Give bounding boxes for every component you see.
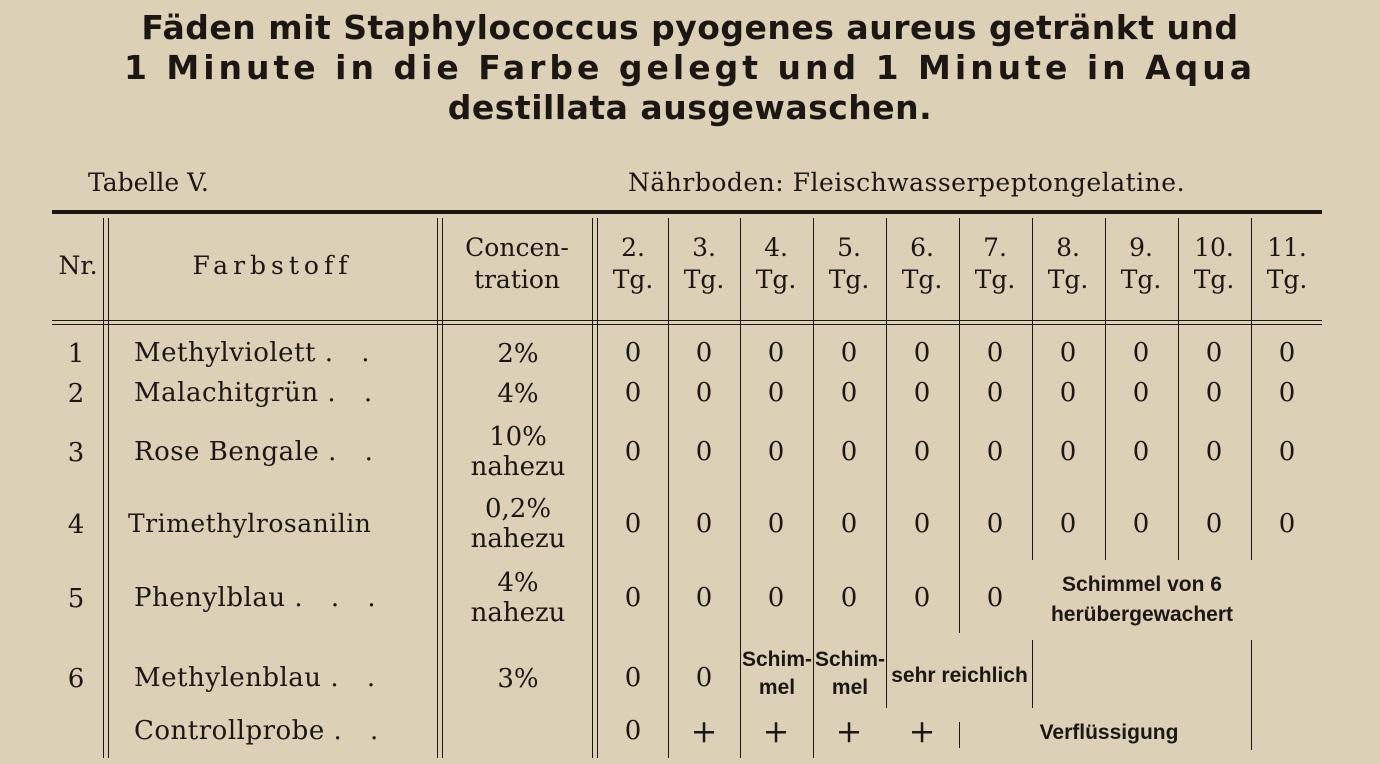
document-title <box>0 8 1380 128</box>
header-day-11: 11. Tg. <box>1266 233 1308 294</box>
row-value: 0 <box>1059 509 1077 539</box>
row-value: 0 <box>986 583 1004 613</box>
table-top-rule <box>52 210 1322 214</box>
row-value: 0 <box>913 583 931 613</box>
row-nr: 3 <box>67 438 85 468</box>
row-dye: Phenylblau . . . <box>134 583 386 613</box>
header-day-3: 3. Tg. <box>683 233 725 294</box>
header-dye: Farbstoff <box>192 251 353 280</box>
row-dye: Trimethylrosanilin <box>128 509 372 538</box>
header-day-4: 4. Tg. <box>755 233 797 294</box>
row-concentration: 4% nahezu <box>470 568 566 628</box>
row-value: 0 <box>1278 378 1296 408</box>
row-value: 0 <box>695 437 713 467</box>
row-dye: Methylenblau . . <box>134 663 386 693</box>
note-schimmel-4: Schim- mel <box>741 648 812 699</box>
title-line-2: 1 Minute in die Farbe gelegt und 1 Minute in Aqua <box>123 48 1257 87</box>
row-value: 0 <box>624 378 642 408</box>
row-value: 0 <box>767 378 785 408</box>
header-concentration: Concen- tration <box>465 233 569 294</box>
note-sehr-reichlich: sehr reichlich <box>891 664 1028 687</box>
row-value: 0 <box>1278 437 1296 467</box>
row-concentration: 4% <box>497 379 539 409</box>
row-value: 0 <box>624 338 642 368</box>
header-rule-2 <box>52 324 1322 325</box>
row-value: 0 <box>913 509 931 539</box>
row-value: 0 <box>695 509 713 539</box>
row-nr: 6 <box>67 664 85 694</box>
row-value: 0 <box>767 338 785 368</box>
row-concentration: 2% <box>497 339 539 369</box>
row-value: 0 <box>840 437 858 467</box>
row-value: 0 <box>695 378 713 408</box>
row-nr: 2 <box>67 379 85 409</box>
row-value: 0 <box>986 378 1004 408</box>
row-value: 0 <box>624 716 642 746</box>
row-value: 0 <box>767 509 785 539</box>
table-label: Tabelle V. <box>88 168 209 197</box>
row-dye: Malachitgrün . . <box>134 378 383 408</box>
row-value: 0 <box>1205 437 1223 467</box>
row-nr: 1 <box>67 339 85 369</box>
header-nr: Nr. <box>58 251 98 280</box>
row-dye: Rose Bengale . . <box>134 437 383 467</box>
row-dye: Methylviolett . . <box>134 338 380 368</box>
col-divider <box>1032 640 1033 708</box>
row-value: 0 <box>695 338 713 368</box>
header-day-8: 8. Tg. <box>1047 233 1089 294</box>
header-day-6: 6. Tg. <box>901 233 943 294</box>
row-concentration: 10% nahezu <box>470 422 566 482</box>
row-value: 0 <box>1132 509 1150 539</box>
row-value: 0 <box>986 437 1004 467</box>
header-day-10: 10. Tg. <box>1193 233 1235 294</box>
row-concentration: 0,2% nahezu <box>470 494 566 554</box>
row-value: 0 <box>1205 378 1223 408</box>
row-value: 0 <box>840 338 858 368</box>
row-value: 0 <box>913 378 931 408</box>
row-value: + <box>690 712 718 750</box>
col-divider <box>108 218 109 758</box>
row-value: 0 <box>840 509 858 539</box>
note-schimmel-5: Schim- mel <box>814 648 885 699</box>
row-value: 0 <box>1278 509 1296 539</box>
header-day-9: 9. Tg. <box>1120 233 1162 294</box>
row-value: 0 <box>986 338 1004 368</box>
row-value: 0 <box>767 583 785 613</box>
title-line-1: Fäden mit Staphylococcus pyogenes aureus getränkt und <box>141 8 1239 47</box>
row-value: 0 <box>624 509 642 539</box>
row-value: 0 <box>695 663 713 693</box>
row-value: 0 <box>840 583 858 613</box>
row-value: + <box>835 712 863 750</box>
header-day-2: 2. Tg. <box>612 233 654 294</box>
row-value: 0 <box>1059 338 1077 368</box>
row-value: 0 <box>913 437 931 467</box>
row-value: 0 <box>624 663 642 693</box>
row-value: 0 <box>624 583 642 613</box>
header-day-5: 5. Tg. <box>828 233 870 294</box>
medium-label: Nährboden: Fleischwasserpeptongelatine. <box>628 168 1186 197</box>
row-value: + <box>908 712 936 750</box>
row-dye: Controllprobe . . <box>134 716 389 746</box>
row-value: 0 <box>1132 378 1150 408</box>
note-verfluessigung: Verflüssigung <box>1039 721 1179 744</box>
row-value: 0 <box>986 509 1004 539</box>
row-value: 0 <box>1132 338 1150 368</box>
row-value: 0 <box>767 437 785 467</box>
row-value: + <box>762 712 790 750</box>
row-value: 0 <box>1278 338 1296 368</box>
row-value: 0 <box>695 583 713 613</box>
note-schimmel-von-6: Schimmel von 6 herübergewachert <box>1050 573 1234 626</box>
title-line-3: destillata ausgewaschen. <box>447 88 933 127</box>
row-value: 0 <box>840 378 858 408</box>
row-nr: 5 <box>67 584 85 614</box>
row-concentration: 3% <box>497 664 539 694</box>
header-day-7: 7. Tg. <box>974 233 1016 294</box>
row-value: 0 <box>1059 437 1077 467</box>
row-value: 0 <box>1132 437 1150 467</box>
row-value: 0 <box>624 437 642 467</box>
header-rule <box>52 320 1322 321</box>
row-value: 0 <box>1059 378 1077 408</box>
row-value: 0 <box>913 338 931 368</box>
row-value: 0 <box>1205 338 1223 368</box>
row-value: 0 <box>1205 509 1223 539</box>
row-nr: 4 <box>67 510 85 540</box>
